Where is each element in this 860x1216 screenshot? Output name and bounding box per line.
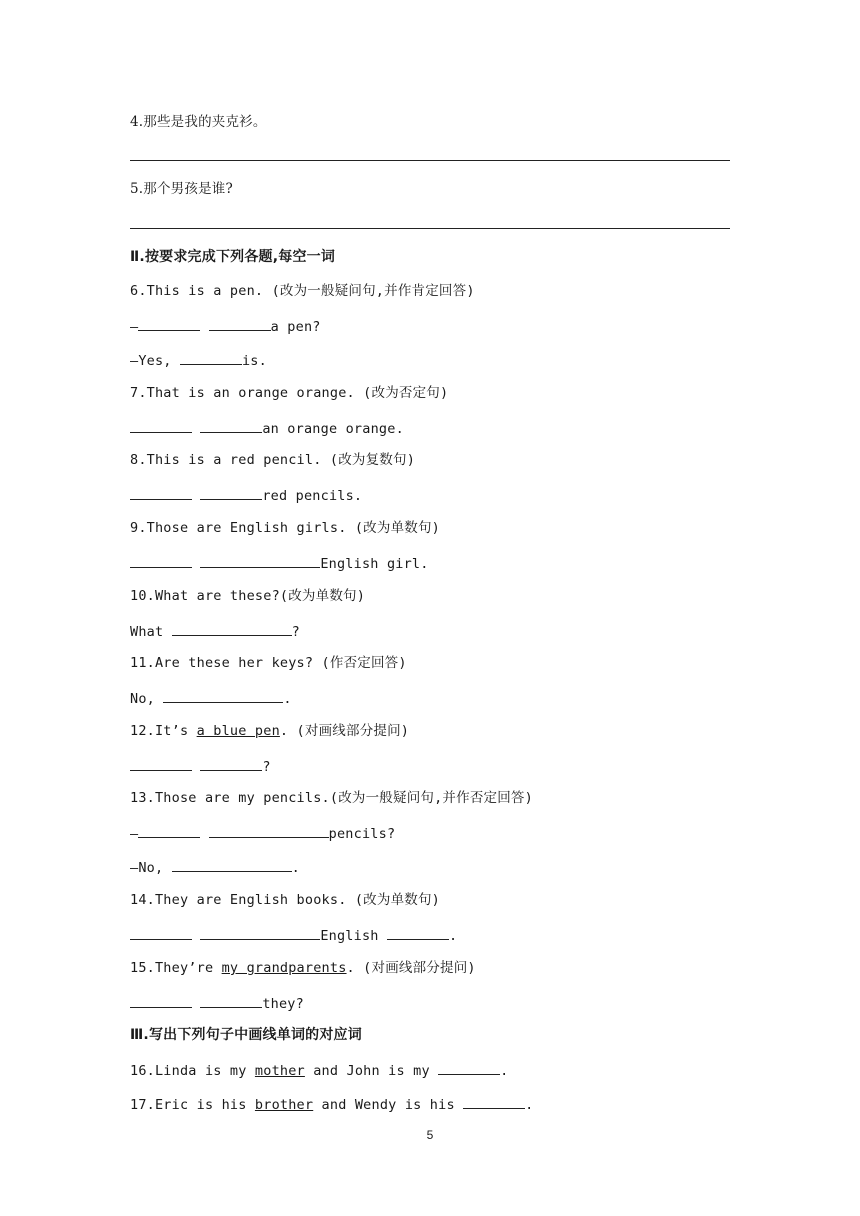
answer-line-4 <box>130 160 730 161</box>
question-7: 7.That is an orange orange. (改为否定句) <box>130 385 449 401</box>
text: and Wendy is his <box>321 1097 455 1113</box>
question-17 <box>130 1094 533 1114</box>
blank[interactable] <box>130 993 192 1008</box>
blank[interactable] <box>200 418 262 433</box>
section-3-heading: Ⅲ.写出下列句子中画线单词的对应词 <box>130 1027 362 1043</box>
question-6-answer-a <box>130 316 321 336</box>
dash: — <box>130 319 139 335</box>
question-6: 6.This is a pen. (改为一般疑问句,并作肯定回答) <box>130 283 475 299</box>
text: ? <box>291 624 300 640</box>
question-9-answer <box>130 553 429 573</box>
text: red pencils. <box>262 488 363 504</box>
question-13: 13.Those are my pencils.(改为一般疑问句,并作否定回答) <box>130 790 533 806</box>
text: —Yes, <box>130 353 172 369</box>
text: 16.Linda is my <box>130 1063 247 1079</box>
dash: — <box>130 826 139 842</box>
text: pencils? <box>328 826 396 842</box>
text: English girl. <box>320 556 429 572</box>
question-12 <box>130 722 409 740</box>
text: . (对画线部分提问) <box>279 723 410 739</box>
page-number: 5 <box>426 1128 434 1142</box>
blank[interactable] <box>163 688 283 703</box>
text: . <box>500 1063 509 1079</box>
blank[interactable] <box>200 925 320 940</box>
question-15-answer <box>130 993 304 1013</box>
text: they? <box>262 996 304 1012</box>
underlined-text: brother <box>254 1097 314 1113</box>
question-6-answer-b <box>130 350 267 370</box>
text: . <box>291 860 300 876</box>
text: . (对画线部分提问) <box>346 960 476 976</box>
text: ? <box>262 759 271 775</box>
question-8-answer <box>130 485 362 505</box>
question-14-answer <box>130 925 457 945</box>
blank[interactable] <box>130 925 192 940</box>
underlined-text: mother <box>254 1063 305 1079</box>
underlined-text: a blue pen <box>196 723 280 739</box>
text: —No, <box>130 860 164 876</box>
blank[interactable] <box>130 418 192 433</box>
blank[interactable] <box>138 823 200 838</box>
question-10-answer <box>130 621 300 641</box>
question-16 <box>130 1060 508 1080</box>
question-12-answer <box>130 756 271 776</box>
text: 12.It’s <box>130 723 189 739</box>
blank[interactable] <box>200 756 262 771</box>
text: 17.Eric is his <box>130 1097 247 1113</box>
blank[interactable] <box>130 485 192 500</box>
section-2-heading: Ⅱ.按要求完成下列各题,每空一词 <box>130 249 336 265</box>
blank[interactable] <box>172 857 292 872</box>
text: and John is my <box>313 1063 430 1079</box>
text: No, <box>130 691 155 707</box>
text: . <box>448 928 458 944</box>
question-9: 9.Those are English girls. (改为单数句) <box>130 520 441 536</box>
text: an orange orange. <box>262 421 404 437</box>
question-13-answer-b <box>130 857 300 877</box>
answer-line-5 <box>130 228 730 229</box>
blank[interactable] <box>200 993 262 1008</box>
blank[interactable] <box>209 316 271 331</box>
text: What <box>130 624 164 640</box>
blank[interactable] <box>200 553 320 568</box>
blank[interactable] <box>209 823 329 838</box>
question-14: 14.They are English books. (改为单数句) <box>130 892 441 908</box>
question-8: 8.This is a red pencil. (改为复数句) <box>130 452 416 468</box>
blank[interactable] <box>463 1094 525 1109</box>
question-7-answer <box>130 418 404 438</box>
text: 15.They’re <box>130 960 214 976</box>
blank[interactable] <box>438 1060 500 1075</box>
question-13-answer-a <box>130 823 395 843</box>
blank[interactable] <box>130 756 192 771</box>
blank[interactable] <box>138 316 200 331</box>
question-11: 11.Are these her keys? (作否定回答) <box>130 655 407 671</box>
question-4: 4.那些是我的夹克衫。 <box>130 114 267 130</box>
question-5: 5.那个男孩是谁? <box>130 181 233 197</box>
blank[interactable] <box>130 553 192 568</box>
question-10: 10.What are these?(改为单数句) <box>130 588 366 604</box>
blank[interactable] <box>387 925 449 940</box>
question-11-answer <box>130 688 292 708</box>
blank[interactable] <box>180 350 242 365</box>
underlined-text: my grandparents <box>221 960 347 976</box>
text: . <box>283 691 292 707</box>
question-15 <box>130 959 476 977</box>
text: English <box>320 928 379 944</box>
text: is. <box>241 353 267 369</box>
text: a pen? <box>270 319 321 335</box>
text: . <box>525 1097 534 1113</box>
blank[interactable] <box>172 621 292 636</box>
blank[interactable] <box>200 485 262 500</box>
